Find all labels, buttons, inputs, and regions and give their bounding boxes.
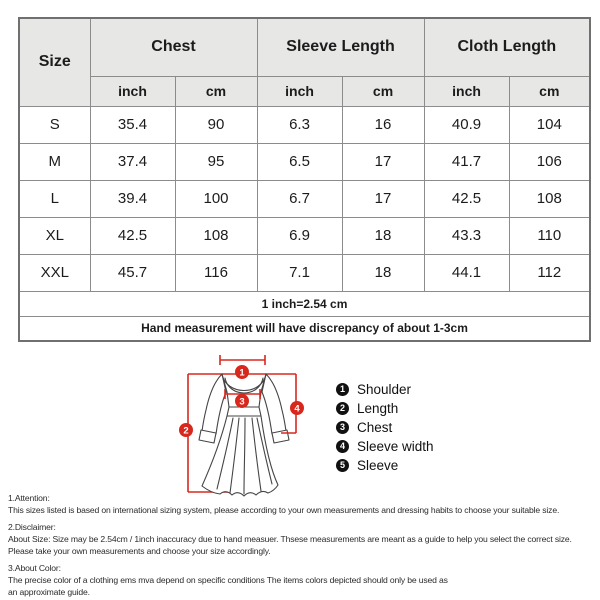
sleeve-width-marker-number: 4: [294, 403, 300, 415]
measurement-cell: 110: [509, 217, 590, 254]
about-color-title: 3.About Color:: [8, 563, 61, 573]
chest-group-header: Chest: [90, 18, 257, 76]
measurement-cell: 41.7: [424, 143, 509, 180]
disclaimer-note: [8, 521, 600, 557]
measurement-cell: 42.5: [90, 217, 175, 254]
measurement-cell: 6.7: [257, 180, 342, 217]
measurement-cell: 95: [175, 143, 257, 180]
length-marker-number: 2: [183, 425, 189, 437]
attention-text: This sizes listed is based on international sizing system, please according to your own measurements and dressing habits to choose your suitable size.: [8, 505, 560, 515]
disclaimer-title: 2.Disclaimer:: [8, 522, 56, 532]
measurement-cell: 37.4: [90, 143, 175, 180]
table-row: [19, 180, 590, 217]
measurement-legend: [336, 383, 434, 478]
size-chart-table: [18, 17, 591, 342]
measurement-note: Hand measurement will have discrepancy of about 1-3cm: [19, 316, 590, 341]
measurement-cell: 6.9: [257, 217, 342, 254]
measurement-cell: 42.5: [424, 180, 509, 217]
measurement-cell: 108: [509, 180, 590, 217]
sleeve-length-group-header: Sleeve Length: [257, 18, 424, 76]
disclaimer-text: Please take your own measurements and choose your size accordingly.: [8, 546, 271, 556]
measurement-note-row: [19, 316, 590, 341]
measurement-cell: 39.4: [90, 180, 175, 217]
measurement-cell: 104: [509, 106, 590, 143]
size-cell: S: [19, 106, 90, 143]
measurement-cell: 16: [342, 106, 424, 143]
table-unit-header-row: [19, 76, 590, 106]
table-row: [19, 254, 590, 291]
unit-header: cm: [175, 76, 257, 106]
size-cell: M: [19, 143, 90, 180]
conversion-note-row: [19, 291, 590, 316]
chest-marker-number: 3: [239, 396, 245, 408]
measurement-cell: 17: [342, 143, 424, 180]
measurement-cell: 6.5: [257, 143, 342, 180]
measurement-cell: 108: [175, 217, 257, 254]
dress-measurement-diagram: [168, 352, 338, 502]
about-color-text: an approximate guide.: [8, 587, 90, 597]
legend-label: Length: [357, 401, 399, 416]
measurement-cell: 116: [175, 254, 257, 291]
table-group-header-row: [19, 18, 590, 76]
size-column-header: Size: [19, 18, 90, 106]
unit-header: cm: [342, 76, 424, 106]
unit-header: inch: [90, 76, 175, 106]
measurement-cell: 43.3: [424, 217, 509, 254]
measurement-cell: 106: [509, 143, 590, 180]
legend-item-sleeve-width: [336, 440, 434, 453]
notes-section: [8, 492, 600, 600]
measurement-cell: 7.1: [257, 254, 342, 291]
circled-number-icon: 1: [336, 383, 349, 396]
shoulder-marker-number: 1: [239, 367, 245, 379]
measurement-cell: 45.7: [90, 254, 175, 291]
size-cell: L: [19, 180, 90, 217]
about-color-note: [8, 562, 600, 598]
circled-number-icon: 2: [336, 402, 349, 415]
legend-item-sleeve: [336, 459, 434, 472]
measurement-cell: 40.9: [424, 106, 509, 143]
size-cell: XL: [19, 217, 90, 254]
unit-header: inch: [257, 76, 342, 106]
attention-title: 1.Attention:: [8, 493, 50, 503]
table-row: [19, 217, 590, 254]
measurement-cell: 18: [342, 254, 424, 291]
legend-label: Sleeve: [357, 458, 399, 473]
table-row: [19, 106, 590, 143]
legend-label: Chest: [357, 420, 393, 435]
cloth-length-group-header: Cloth Length: [424, 18, 590, 76]
measurement-cell: 17: [342, 180, 424, 217]
measurement-cell: 6.3: [257, 106, 342, 143]
legend-label: Shoulder: [357, 382, 412, 397]
unit-header: inch: [424, 76, 509, 106]
conversion-note: 1 inch=2.54 cm: [19, 291, 590, 316]
about-color-text: The precise color of a clothing ems mva depend on specific conditions The items colors depicted should only be used as: [8, 575, 448, 585]
legend-item-length: [336, 402, 434, 415]
measurement-cell: 90: [175, 106, 257, 143]
legend-item-chest: [336, 421, 434, 434]
measurement-cell: 44.1: [424, 254, 509, 291]
disclaimer-text: About Size: Size may be 2.54cm / 1inch inaccuracy due to hand measuer. Thsese measurements are meant as a guide to help you select the correct size.: [8, 534, 572, 544]
circled-number-icon: 3: [336, 421, 349, 434]
measurement-cell: 112: [509, 254, 590, 291]
dress-outline: [199, 374, 289, 496]
measurement-cell: 18: [342, 217, 424, 254]
measurement-cell: 35.4: [90, 106, 175, 143]
table-row: [19, 143, 590, 180]
measurement-cell: 100: [175, 180, 257, 217]
legend-item-shoulder: [336, 383, 434, 396]
circled-number-icon: 4: [336, 440, 349, 453]
attention-note: [8, 492, 600, 516]
size-cell: XXL: [19, 254, 90, 291]
legend-label: Sleeve width: [357, 439, 434, 454]
unit-header: cm: [509, 76, 590, 106]
circled-number-icon: 5: [336, 459, 349, 472]
